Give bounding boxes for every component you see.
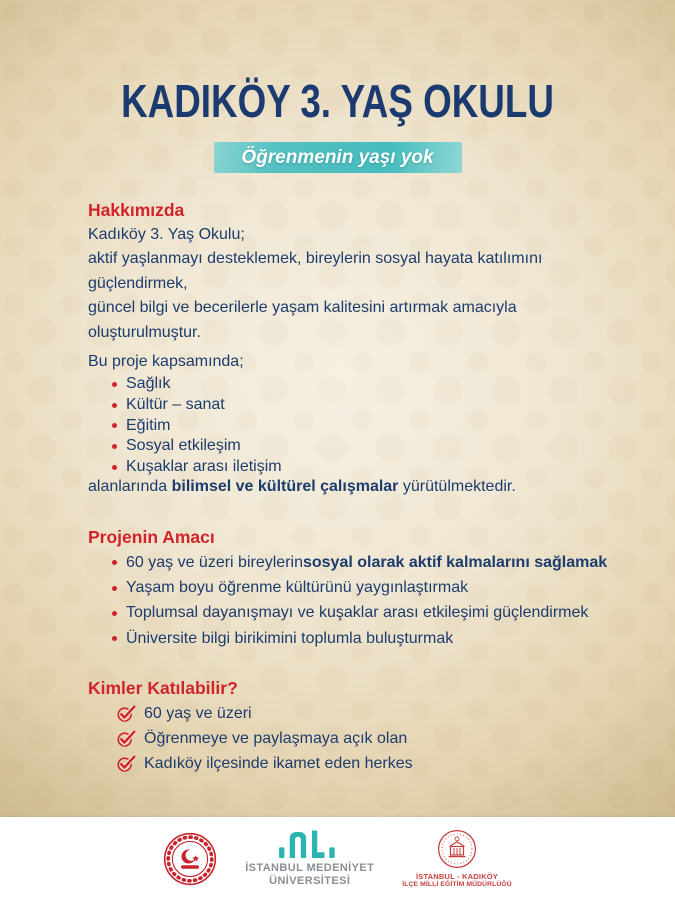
meb-name-line2: İLÇE MİLLİ EĞİTİM MÜDÜRLÜĞÜ (402, 881, 512, 888)
purpose-item-bold: sosyal olarak aktif kalmalarını sağlamak (302, 553, 608, 571)
scope-item-label: Kültür – sanat (126, 396, 225, 414)
list-item (112, 601, 607, 626)
scope-list (112, 374, 282, 477)
scope-outro (88, 478, 516, 496)
meb-seal-icon (437, 829, 477, 869)
university-seal-icon (163, 832, 217, 886)
check-icon (116, 729, 136, 748)
list-item (112, 550, 607, 575)
scope-outro-prefix: alanlarında (88, 478, 172, 495)
check-icon (116, 704, 136, 723)
scope-item-label: Eğitim (126, 416, 171, 434)
scope-intro: Bu proje kapsamında; (88, 353, 244, 370)
purpose-item-prefix: 60 yaş ve üzeri bireylerin (126, 553, 303, 571)
bullet-icon (112, 382, 117, 387)
imu-building-icon (279, 829, 341, 858)
bullet-icon (112, 636, 117, 641)
imu-logo (245, 829, 374, 888)
about-line: güçlendirmek, (88, 274, 188, 292)
participant-item-label: 60 yaş ve üzeri (144, 704, 252, 722)
scope-item-label: Sağlık (126, 375, 171, 393)
list-item (112, 575, 607, 600)
scope-item-label: Kuşaklar arası iletişim (126, 458, 282, 476)
purpose-item-label: Toplumsal dayanışmayı ve kuşaklar arası etkileşimi güçlendirmek (126, 604, 589, 622)
meb-name-line1: İSTANBUL - KADIKÖY (415, 872, 499, 881)
bullet-icon (112, 611, 117, 616)
imu-name-line2: ÜNİVERSİTESİ (269, 875, 351, 887)
about-line: aktif yaşlanmayı desteklemek, bireylerin sosyal hayata katılımını (88, 250, 543, 268)
purpose-heading: Projenin Amacı (88, 527, 215, 547)
purpose-item-label: Yaşam boyu öğrenme kültürünü yaygınlaştırmak (126, 579, 469, 597)
list-item (112, 374, 282, 395)
tagline-badge (214, 142, 462, 173)
about-paragraph (88, 223, 628, 345)
about-line: oluşturulmuştur. (88, 323, 201, 341)
about-heading: Hakkımızda (88, 200, 185, 220)
about-line: güncel bilgi ve becerilerle yaşam kalitesini artırmak amacıyla (88, 299, 517, 317)
list-item (116, 701, 413, 726)
about-line: Kadıköy 3. Yaş Okulu; (88, 226, 245, 243)
bullet-icon (112, 444, 117, 449)
list-item (112, 457, 282, 478)
list-item (112, 415, 282, 436)
purpose-list (112, 550, 607, 652)
bullet-icon (112, 423, 117, 428)
purpose-item-label: Üniversite bilgi birikimini toplumla buluşturmak (126, 629, 454, 647)
participants-heading: Kimler Katılabilir? (88, 678, 238, 698)
bullet-icon (112, 403, 117, 408)
meb-logo (402, 829, 512, 888)
bullet-icon (112, 586, 117, 591)
poster-title: KADIKÖY 3. YAŞ OKULU (121, 75, 554, 127)
list-item (112, 395, 282, 416)
scope-outro-bold: bilimsel ve kültürel çalışmalar (171, 478, 399, 495)
bullet-icon (112, 465, 117, 470)
scope-item-label: Sosyal etkileşim (126, 437, 241, 455)
imu-name-line1: İSTANBUL MEDENİYET (245, 862, 375, 874)
list-item (112, 436, 282, 457)
tagline-text: Öğrenmenin yaşı yok (241, 146, 434, 168)
footer-logo-band (0, 817, 675, 900)
check-icon (116, 754, 136, 773)
participants-list (116, 701, 413, 777)
bullet-icon (112, 560, 117, 565)
list-item (116, 751, 413, 776)
list-item (116, 726, 413, 751)
participant-item-label: Kadıköy ilçesinde ikamet eden herkes (144, 754, 413, 772)
list-item (112, 626, 607, 651)
scope-outro-suffix: yürütülmektedir. (398, 478, 516, 495)
participant-item-label: Öğrenmeye ve paylaşmaya açık olan (144, 729, 408, 747)
